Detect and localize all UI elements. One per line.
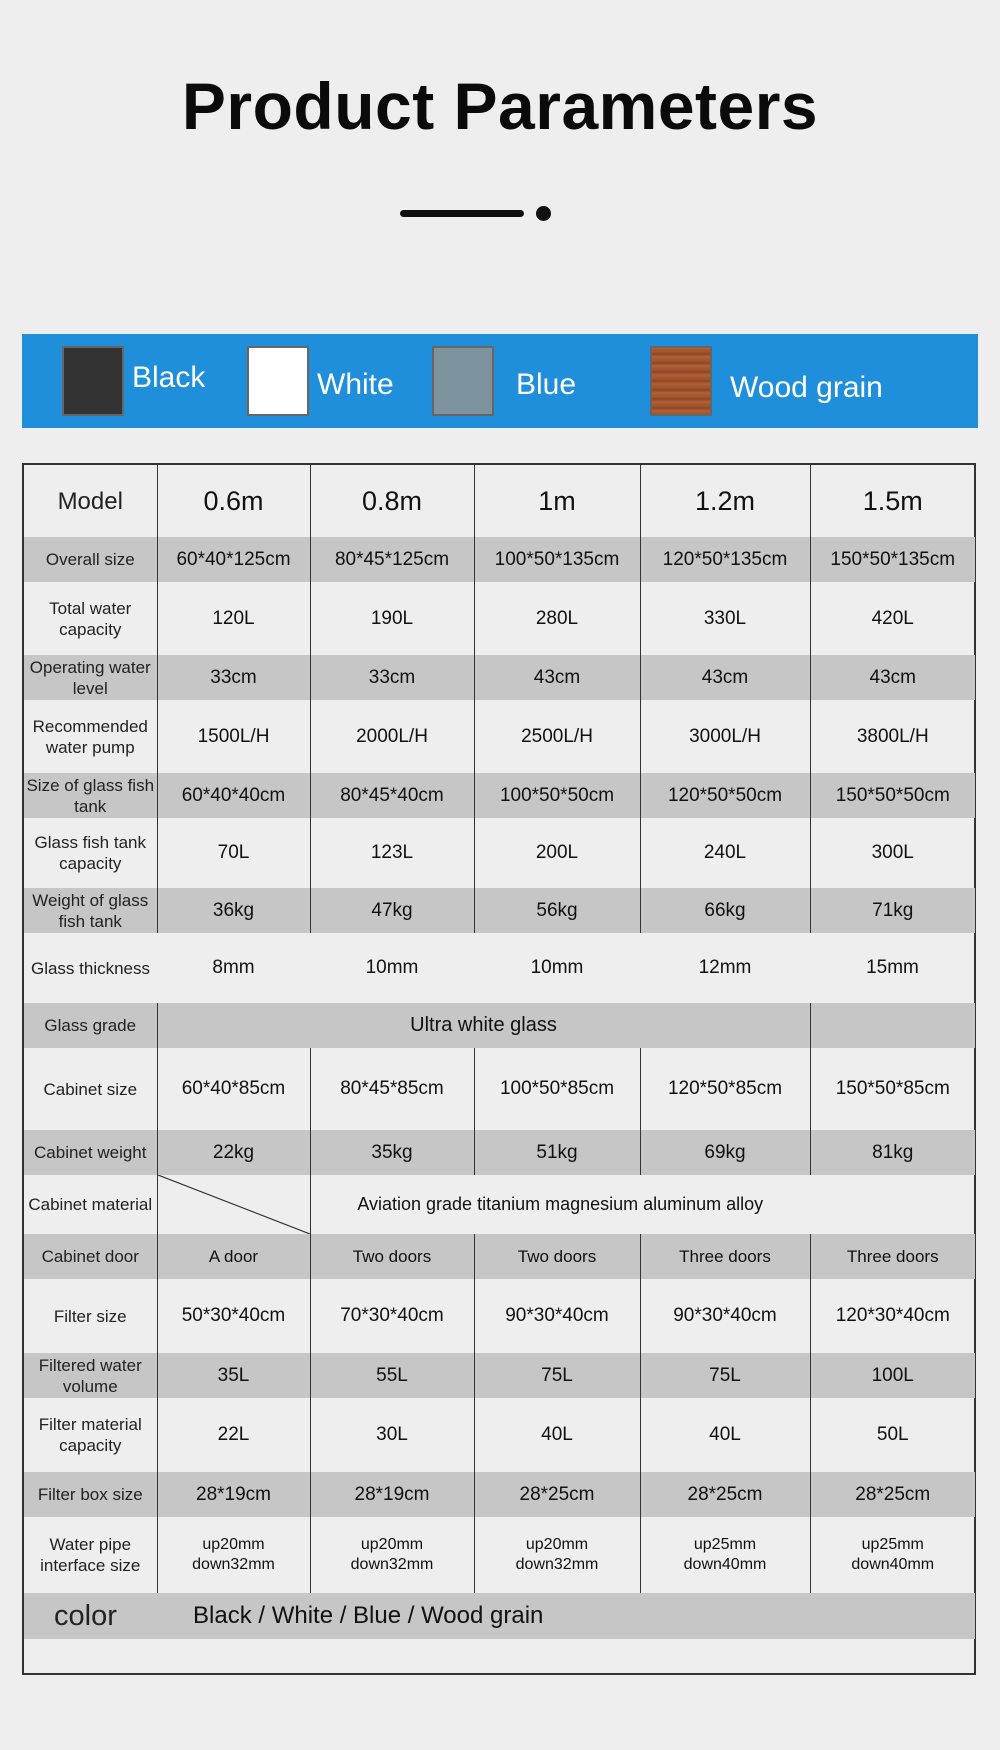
table-cell: 280L — [474, 582, 640, 655]
table-row — [24, 1130, 975, 1175]
table-row — [24, 818, 975, 888]
table-cell: 36kg — [157, 888, 310, 933]
table-cell: Three doors — [640, 1234, 810, 1279]
diagonal-line — [158, 1175, 310, 1234]
row-label: color — [24, 1593, 157, 1639]
table-cell: 90*30*40cm — [640, 1279, 810, 1353]
table-cell: 35L — [157, 1353, 310, 1398]
table-cell: 120*50*135cm — [640, 537, 810, 582]
table-cell: 100L — [810, 1353, 975, 1398]
table-cell: 200L — [474, 818, 640, 888]
black-swatch — [62, 346, 124, 416]
color-label: Blue — [516, 368, 577, 401]
table-cell: 150*50*50cm — [810, 773, 975, 818]
table-cell: 150*50*135cm — [810, 537, 975, 582]
row-label: Filter box size — [24, 1472, 157, 1517]
pipe-up: up20mm — [202, 1536, 265, 1553]
table-cell: 28*25cm — [640, 1472, 810, 1517]
table-cell — [810, 1517, 975, 1593]
table-cell: 71kg — [810, 888, 975, 933]
pipe-down: down32mm — [192, 1556, 275, 1573]
table-cell: 51kg — [474, 1130, 640, 1175]
table-cell: 100*50*135cm — [474, 537, 640, 582]
table-cell: 50*30*40cm — [157, 1279, 310, 1353]
color-option-blue — [432, 344, 576, 418]
title-underline — [400, 210, 524, 217]
table-row — [24, 700, 975, 773]
row-label: Recommended water pump — [32, 716, 148, 757]
table-cell: 2500L/H — [474, 700, 640, 773]
table-cell — [157, 1517, 310, 1593]
table-cell — [640, 1517, 810, 1593]
table-cell: 8mm — [212, 957, 255, 978]
table-cell: 28*19cm — [310, 1472, 474, 1517]
table-cell: 66kg — [640, 888, 810, 933]
table-cell: 55L — [310, 1353, 474, 1398]
table-row — [24, 1398, 975, 1472]
table-cell: 3000L/H — [640, 700, 810, 773]
table-row — [24, 888, 975, 933]
parameters-table — [22, 463, 976, 1675]
table-cell: 43cm — [810, 655, 975, 700]
color-option-white — [247, 344, 394, 418]
table-cell: 120*50*85cm — [640, 1048, 810, 1130]
title-dot — [536, 206, 551, 221]
table-row — [24, 1517, 975, 1593]
white-swatch — [247, 346, 309, 416]
row-label: Filtered water volume — [24, 1353, 157, 1398]
color-label: Wood grain — [730, 371, 883, 404]
table-cell: 33cm — [310, 655, 474, 700]
table-cell: 69kg — [640, 1130, 810, 1175]
page-title: Product Parameters — [181, 69, 819, 143]
color-row — [24, 1593, 975, 1639]
table-cell: 330L — [640, 582, 810, 655]
wood-grain-swatch — [650, 346, 712, 416]
table-cell: 80*45*85cm — [310, 1048, 474, 1130]
header-cell: 1m — [474, 465, 640, 537]
pipe-down: down40mm — [851, 1556, 935, 1573]
table-cell: 43cm — [474, 655, 640, 700]
table-row — [24, 773, 975, 818]
row-label: Cabinet door — [24, 1234, 157, 1279]
table-cell: 81kg — [810, 1130, 975, 1175]
table-cell: 22kg — [157, 1130, 310, 1175]
table-cell: 240L — [640, 818, 810, 888]
table-cell: 28*19cm — [157, 1472, 310, 1517]
table-row — [24, 1175, 975, 1234]
table-cell-empty — [810, 1175, 975, 1234]
pipe-down: down32mm — [350, 1556, 434, 1573]
table-cell: 420L — [810, 582, 975, 655]
table-row — [24, 1279, 975, 1353]
table-cell: 70*30*40cm — [310, 1279, 474, 1353]
color-values: Black / White / Blue / Wood grain — [157, 1593, 975, 1639]
table-cell: 100*50*50cm — [474, 773, 640, 818]
color-option-wood-grain — [650, 344, 883, 418]
table-cell — [474, 1517, 640, 1593]
table-cell: 60*40*40cm — [157, 773, 310, 818]
table-cell: 1500L/H — [157, 700, 310, 773]
pipe-down: down40mm — [683, 1556, 767, 1573]
row-label: Total water capacity — [49, 598, 132, 639]
pipe-up: up25mm — [693, 1536, 757, 1553]
row-label: Weight of glass fish tank — [24, 888, 157, 933]
table-row — [24, 582, 975, 655]
table-cell: 120*30*40cm — [810, 1279, 975, 1353]
row-label: Glass fish tank capacity — [34, 833, 146, 873]
table-cell: 40L — [474, 1398, 640, 1472]
row-label: Cabinet size — [43, 1079, 138, 1099]
table-cell: Two doors — [310, 1234, 474, 1279]
pipe-up: up20mm — [525, 1536, 589, 1553]
table-cell: 43cm — [640, 655, 810, 700]
table-cell: Three doors — [810, 1234, 975, 1279]
table-cell: 22L — [157, 1398, 310, 1472]
table-cell: 10mm — [530, 957, 584, 978]
table-cell-empty — [810, 1003, 975, 1048]
pipe-down: down32mm — [515, 1556, 599, 1573]
row-label: Filter material capacity — [38, 1415, 142, 1455]
table-row — [24, 537, 975, 582]
table-cell-merged: Ultra white glass — [157, 1003, 810, 1048]
row-label: Size of glass fish tank — [24, 773, 157, 818]
table-row — [24, 1003, 975, 1048]
table-cell — [310, 1517, 474, 1593]
row-label: Overall size — [24, 537, 157, 582]
table-cell: 90*30*40cm — [474, 1279, 640, 1353]
table-cell: 60*40*125cm — [157, 537, 310, 582]
table-cell: 35kg — [310, 1130, 474, 1175]
table-cell: 120*50*50cm — [640, 773, 810, 818]
table-cell: 50L — [810, 1398, 975, 1472]
table-cell: 15mm — [866, 957, 919, 978]
row-label: Water pipe interface size — [40, 1535, 141, 1575]
table-row — [24, 655, 975, 700]
table-cell: A door — [157, 1234, 310, 1279]
table-cell: 3800L/H — [810, 700, 975, 773]
table-cell: 70L — [157, 818, 310, 888]
color-label: White — [317, 368, 394, 401]
table-cell: 28*25cm — [474, 1472, 640, 1517]
table-cell: 190L — [310, 582, 474, 655]
header-cell: 1.2m — [640, 465, 810, 537]
table-cell: 56kg — [474, 888, 640, 933]
table-cell: 12mm — [698, 957, 752, 978]
table-cell-diagonal — [157, 1175, 310, 1234]
header-cell: 1.5m — [810, 465, 975, 537]
table-cell: 40L — [640, 1398, 810, 1472]
table-cell: 75L — [474, 1353, 640, 1398]
table-cell: Two doors — [474, 1234, 640, 1279]
pipe-up: up25mm — [861, 1536, 924, 1553]
row-label: Glass grade — [24, 1003, 157, 1048]
table-cell: 150*50*85cm — [810, 1048, 975, 1130]
row-label: Glass thickness — [30, 958, 151, 978]
header-cell: 0.8m — [310, 465, 474, 537]
table-cell: 47kg — [310, 888, 474, 933]
row-label: Cabinet weight — [24, 1130, 157, 1175]
table-row — [24, 1353, 975, 1398]
table-row — [24, 1472, 975, 1517]
table-cell: 2000L/H — [310, 700, 474, 773]
color-options-bar — [22, 334, 978, 428]
table-cell: 300L — [810, 818, 975, 888]
table-row — [24, 933, 975, 1003]
table-cell: 120L — [157, 582, 310, 655]
table-row — [24, 1048, 975, 1130]
table-row — [24, 1234, 975, 1279]
table-cell: 28*25cm — [810, 1472, 975, 1517]
table-cell: 30L — [310, 1398, 474, 1472]
table-cell: 80*45*40cm — [310, 773, 474, 818]
table-cell: 123L — [310, 818, 474, 888]
table-cell: 60*40*85cm — [157, 1048, 310, 1130]
table-cell: 33cm — [157, 655, 310, 700]
header-cell: 0.6m — [157, 465, 310, 537]
row-label: Filter size — [53, 1306, 127, 1326]
header-row — [24, 465, 975, 537]
pipe-up: up20mm — [360, 1536, 424, 1553]
header-cell: Model — [57, 487, 123, 515]
table-cell: 75L — [640, 1353, 810, 1398]
color-option-black — [62, 344, 205, 418]
table-cell: 80*45*125cm — [310, 537, 474, 582]
table-cell: 100*50*85cm — [474, 1048, 640, 1130]
table-cell-merged: Aviation grade titanium magnesium aluminum alloy — [310, 1175, 810, 1234]
color-label: Black — [132, 361, 206, 394]
blue-swatch — [432, 346, 494, 416]
row-label: Operating water level — [24, 655, 157, 700]
table-cell: 10mm — [365, 957, 419, 978]
row-label: Cabinet material — [28, 1195, 153, 1214]
